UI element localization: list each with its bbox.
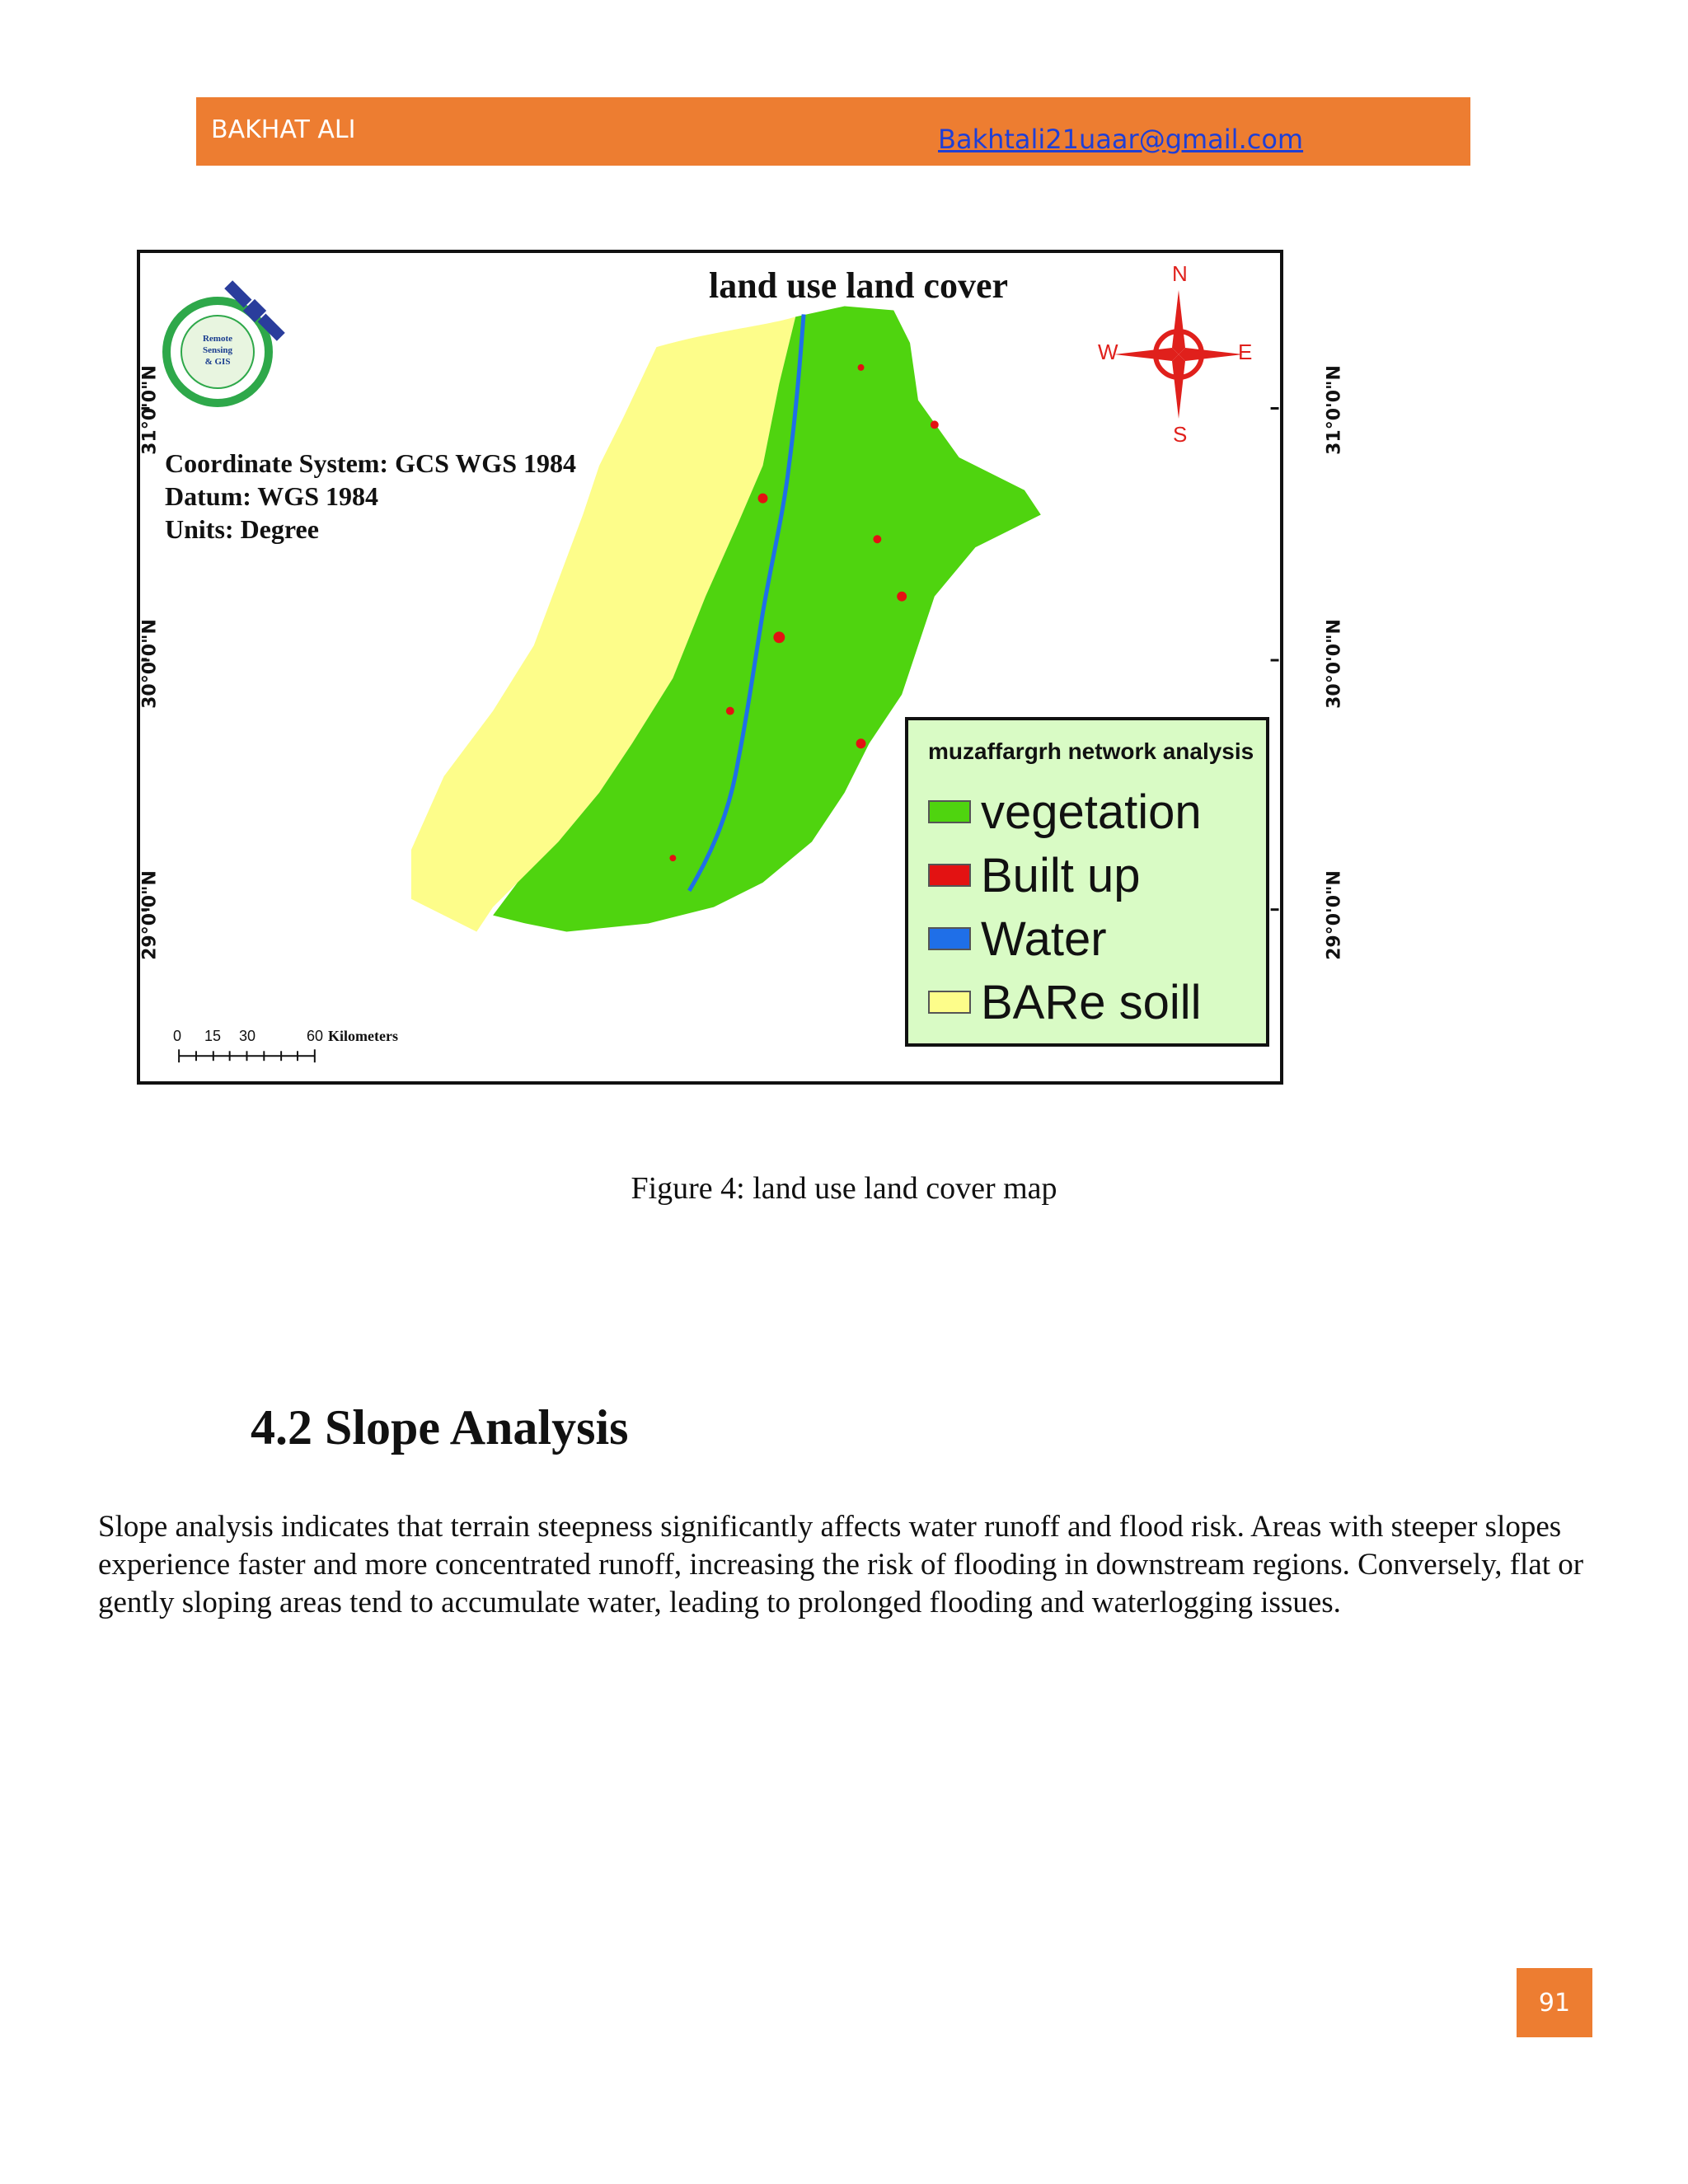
legend-item-bare-soil xyxy=(928,972,1202,1032)
header-bar xyxy=(196,97,1470,166)
units-text: Units: Degree xyxy=(165,514,319,544)
map-title-text: land use land cover xyxy=(708,265,1009,306)
lat-label-31-left: 31°0'0"N xyxy=(139,365,161,455)
lat-label-30-right: 30°0'0"N xyxy=(1324,619,1345,709)
legend-swatch-bare-soil xyxy=(928,991,971,1014)
legend-label-built-up: Built up xyxy=(981,848,1141,902)
compass-south-label: S xyxy=(1173,422,1188,447)
compass-north-label: N xyxy=(1172,261,1188,286)
legend-item-built-up xyxy=(928,846,1140,905)
lat-label-31-right: 31°0'0"N xyxy=(1324,365,1345,455)
figure-caption: Figure 4: land use land cover map xyxy=(631,1171,1057,1206)
legend-title: muzaffargrh network analysis xyxy=(928,738,1254,764)
legend-item-water xyxy=(928,909,1107,968)
compass-east-label: E xyxy=(1238,340,1253,364)
legend-label-vegetation: vegetation xyxy=(981,785,1202,839)
map-legend xyxy=(905,717,1269,1047)
legend-swatch-vegetation xyxy=(928,800,971,823)
north-arrow-compass xyxy=(1096,257,1261,447)
scale-bar-numbers xyxy=(173,1028,424,1046)
lat-label-29-left: 29°0'0"N xyxy=(139,870,161,960)
scale-bar xyxy=(173,1028,424,1046)
scale-bar-line xyxy=(179,1049,315,1062)
page-number: 91 xyxy=(1517,1968,1592,2037)
section-paragraph: Slope analysis indicates that terrain steepness significantly affects water runoff and flood risk. Areas with steeper slopes experience faster and more concentrated runoff, increasing the risk of flooding in downstream regions. Conversely, flat or gently sloping areas tend to accumulate water, leading to prolonged flooding and waterlogging issues. xyxy=(98,1510,1584,1619)
header-email-link[interactable]: Bakhtali21uaar@gmail.com xyxy=(938,124,1304,155)
legend-swatch-built-up xyxy=(928,864,971,887)
legend-label-bare-soil: BARe soill xyxy=(981,975,1202,1029)
lat-label-29-right: 29°0'0"N xyxy=(1324,870,1345,960)
remote-sensing-logo xyxy=(160,274,308,422)
svg-text:Sensing: Sensing xyxy=(202,345,233,355)
scale-tick-30: 30 xyxy=(239,1028,256,1044)
section-heading: 4.2 Slope Analysis xyxy=(251,1400,629,1455)
scale-tick-0: 0 xyxy=(173,1028,182,1044)
scale-unit: Kilometers xyxy=(328,1028,398,1044)
legend-swatch-water xyxy=(928,927,971,950)
legend-label-water: Water xyxy=(981,912,1107,966)
lat-label-30-left: 30°0'0"N xyxy=(139,619,161,709)
land-use-map-figure xyxy=(137,250,1345,1085)
datum-text: Datum: WGS 1984 xyxy=(165,481,378,511)
coordinate-system-text: Coordinate System: GCS WGS 1984 xyxy=(165,448,576,478)
scale-tick-60: 60 xyxy=(307,1028,324,1044)
legend-item-vegetation xyxy=(928,782,1202,841)
compass-west-label: W xyxy=(1098,340,1118,364)
coordinate-info xyxy=(165,447,576,546)
svg-text:Remote: Remote xyxy=(202,334,233,344)
scale-tick-15: 15 xyxy=(204,1028,222,1044)
header-author: BAKHAT ALI xyxy=(211,115,356,144)
svg-text:& GIS: & GIS xyxy=(204,357,231,367)
